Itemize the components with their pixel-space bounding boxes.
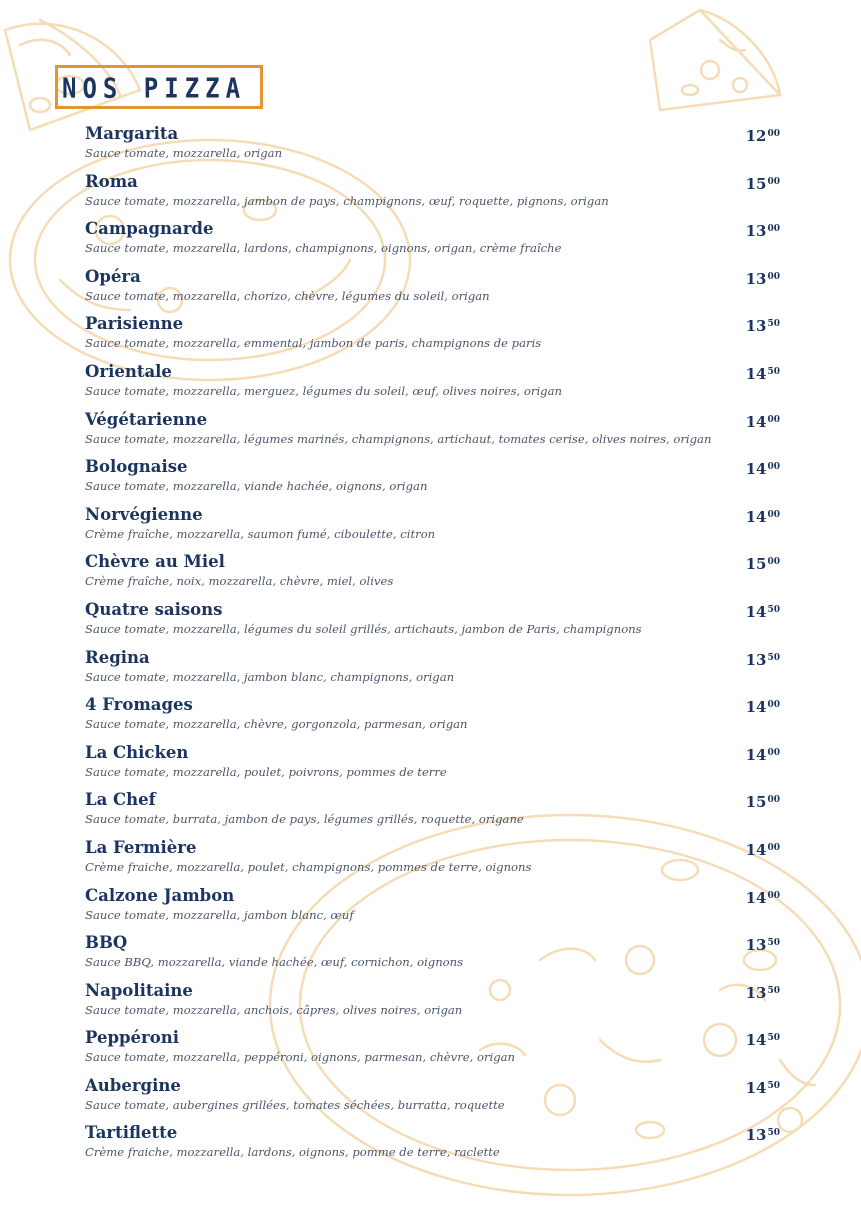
- price-cents: 00: [767, 557, 780, 568]
- pizza-ingredients: Sauce tomate, mozzarella, jambon de pays, champignons, œuf, roquette, pignons, origan: [85, 193, 609, 208]
- pizza-name: Orientale: [85, 361, 172, 381]
- pizza-ingredients: Sauce BBQ, mozzarella, viande hachée, œuf, cornichon, oignons: [85, 955, 464, 970]
- price-euros: 14: [745, 364, 767, 383]
- pizza-ingredients: Sauce tomate, mozzarella, anchois, câpres, olives noires, origan: [85, 1002, 463, 1017]
- pizza-price: [746, 1076, 780, 1098]
- pizza-ingredients: Sauce tomate, mozzarella, origan: [85, 146, 283, 160]
- pizza-price: [746, 457, 780, 479]
- pizza-price: [746, 695, 780, 717]
- pizza-name: Végétarienne: [85, 409, 208, 429]
- price-euros: 13: [745, 317, 767, 336]
- price-cents: 00: [767, 700, 780, 711]
- price-euros: 14: [745, 1031, 767, 1050]
- pizza-name: La Chef: [85, 790, 156, 810]
- menu-item: [85, 838, 780, 886]
- pizza-ingredients: Sauce tomate, aubergines grillées, tomates séchées, burratta, roquette: [85, 1097, 505, 1112]
- price-euros: 14: [745, 460, 767, 479]
- menu-item: [85, 1123, 780, 1171]
- price-euros: 13: [745, 936, 767, 955]
- price-euros: 15: [745, 174, 767, 193]
- pizza-price: [746, 267, 780, 289]
- menu-item: [85, 124, 780, 172]
- pizza-ingredients: Sauce tomate, mozzarella, lardons, champignons, oignons, origan, crème fraîche: [85, 241, 562, 256]
- price-cents: 00: [767, 224, 780, 235]
- pizza-price: [746, 600, 780, 622]
- menu-item: [85, 886, 780, 934]
- price-euros: 13: [745, 1126, 767, 1145]
- price-cents: 50: [767, 1080, 780, 1091]
- pizza-ingredients: Sauce tomate, mozzarella, peppéroni, oignons, parmesan, chèvre, origan: [85, 1050, 516, 1065]
- pizza-price: [746, 410, 780, 432]
- price-cents: 00: [767, 176, 780, 187]
- pizza-ingredients: Sauce tomate, mozzarella, jambon blanc, champignons, origan: [85, 669, 455, 684]
- pizza-name: Roma: [85, 171, 138, 191]
- pizza-name: Aubergine: [85, 1075, 181, 1095]
- price-euros: 14: [745, 412, 767, 431]
- price-euros: 14: [745, 745, 767, 764]
- price-cents: 00: [767, 462, 780, 473]
- menu-item: [85, 600, 780, 648]
- menu-item: [85, 172, 780, 220]
- price-cents: 00: [767, 414, 780, 425]
- price-cents: 50: [767, 1128, 780, 1139]
- price-cents: 50: [767, 319, 780, 330]
- pizza-name: Campagnarde: [85, 219, 214, 239]
- menu-item: [85, 790, 780, 838]
- pizza-name: Calzone Jambon: [85, 885, 235, 905]
- price-euros: 13: [745, 222, 767, 241]
- price-euros: 14: [745, 602, 767, 621]
- menu-item: [85, 1028, 780, 1076]
- price-cents: 50: [767, 604, 780, 615]
- price-cents: 50: [767, 1033, 780, 1044]
- pizza-price: [746, 124, 780, 146]
- pizza-name: Chèvre au Miel: [85, 552, 225, 572]
- menu-item: [85, 981, 780, 1029]
- price-cents: 00: [767, 795, 780, 806]
- price-euros: 14: [745, 840, 767, 859]
- pizza-name: Parisienne: [85, 314, 184, 334]
- price-euros: 14: [745, 698, 767, 717]
- pizza-name: Opéra: [85, 266, 141, 286]
- price-euros: 15: [745, 555, 767, 574]
- pizza-price: [746, 1123, 780, 1145]
- price-euros: 12: [745, 127, 767, 145]
- pizza-name: 4 Fromages: [85, 695, 193, 715]
- pizza-price: [746, 648, 780, 670]
- menu-item: [85, 219, 780, 267]
- pizza-price: [746, 981, 780, 1003]
- pizza-ingredients: Sauce tomate, mozzarella, chèvre, gorgonzola, parmesan, origan: [85, 717, 468, 732]
- menu-item: [85, 314, 780, 362]
- pizza-name: Bolognaise: [85, 457, 188, 477]
- pizza-ingredients: Crème fraiche, mozzarella, poulet, champignons, pommes de terre, oignons: [85, 859, 532, 874]
- price-cents: 50: [767, 985, 780, 996]
- price-cents: 00: [767, 842, 780, 853]
- price-cents: 00: [767, 747, 780, 758]
- pizza-price: [746, 362, 780, 384]
- pizza-name: BBQ: [85, 933, 128, 953]
- price-euros: 14: [745, 888, 767, 907]
- price-cents: 50: [767, 366, 780, 377]
- price-euros: 13: [745, 983, 767, 1002]
- pizza-ingredients: Sauce tomate, mozzarella, légumes marinés, champignons, artichaut, tomates cerise, olives noires, origan: [85, 431, 712, 446]
- pizza-ingredients: Sauce tomate, mozzarella, poulet, poivrons, pommes de terre: [85, 764, 447, 779]
- pizza-ingredients: Sauce tomate, mozzarella, jambon blanc, œuf: [85, 907, 354, 922]
- menu-item: [85, 505, 780, 553]
- pizza-price: [746, 552, 780, 574]
- price-euros: 15: [745, 793, 767, 812]
- pizza-price: [746, 790, 780, 812]
- pizza-price: [746, 172, 780, 194]
- price-cents: 00: [767, 271, 780, 282]
- price-cents: 50: [767, 938, 780, 949]
- price-cents: 00: [767, 509, 780, 520]
- pizza-name: La Fermière: [85, 837, 197, 857]
- pizza-price: [746, 314, 780, 336]
- price-euros: 14: [745, 1078, 767, 1097]
- price-cents: 50: [767, 652, 780, 663]
- pizza-ingredients: Crème fraîche, noix, mozzarella, chèvre, miel, olives: [85, 574, 394, 589]
- pizza-menu-list: [85, 124, 780, 1171]
- menu-item: [85, 457, 780, 505]
- pizza-price: [746, 933, 780, 955]
- menu-title: NOS PIZZA: [62, 72, 247, 105]
- pizza-ingredients: Crème fraîche, mozzarella, saumon fumé, ciboulette, citron: [85, 526, 436, 541]
- pizza-ingredients: Crème fraiche, mozzarella, lardons, oignons, pomme de terre, raclette: [85, 1145, 500, 1160]
- menu-item: [85, 267, 780, 315]
- price-cents: 00: [767, 890, 780, 901]
- menu-item: [85, 695, 780, 743]
- pizza-ingredients: Sauce tomate, mozzarella, viande hachée, oignons, origan: [85, 479, 428, 494]
- pizza-name: Norvégienne: [85, 504, 203, 524]
- pizza-ingredients: Sauce tomate, mozzarella, chorizo, chèvre, légumes du soleil, origan: [85, 288, 490, 303]
- pizza-ingredients: Sauce tomate, mozzarella, emmental, jambon de paris, champignons de paris: [85, 336, 542, 351]
- pizza-ingredients: Sauce tomate, mozzarella, merguez, légumes du soleil, œuf, olives noires, origan: [85, 383, 562, 398]
- pizza-price: [746, 505, 780, 527]
- pizza-price: [746, 838, 780, 860]
- pizza-name: Margarita: [85, 124, 179, 143]
- pizza-name: La Chicken: [85, 742, 189, 762]
- menu-item: [85, 743, 780, 791]
- pizza-price: [746, 886, 780, 908]
- pizza-name: Peppéroni: [85, 1028, 179, 1048]
- pizza-price: [746, 743, 780, 765]
- pizza-name: Regina: [85, 647, 150, 667]
- pizza-name: Quatre saisons: [85, 599, 223, 619]
- pizza-price: [746, 1028, 780, 1050]
- price-euros: 13: [745, 650, 767, 669]
- price-euros: 13: [745, 269, 767, 288]
- menu-item: [85, 362, 780, 410]
- pizza-name: Tartiflette: [85, 1123, 178, 1143]
- menu-item: [85, 552, 780, 600]
- price-euros: 14: [745, 507, 767, 526]
- pizza-name: Napolitaine: [85, 980, 193, 1000]
- menu-item: [85, 648, 780, 696]
- price-cents: 00: [767, 129, 780, 139]
- menu-item: [85, 410, 780, 458]
- pizza-ingredients: Sauce tomate, mozzarella, légumes du soleil grillés, artichauts, jambon de Paris, champignons: [85, 621, 642, 636]
- pizza-ingredients: Sauce tomate, burrata, jambon de pays, légumes grillés, roquette, origane: [85, 812, 524, 827]
- pizza-price: [746, 219, 780, 241]
- menu-item: [85, 1076, 780, 1124]
- menu-item: [85, 933, 780, 981]
